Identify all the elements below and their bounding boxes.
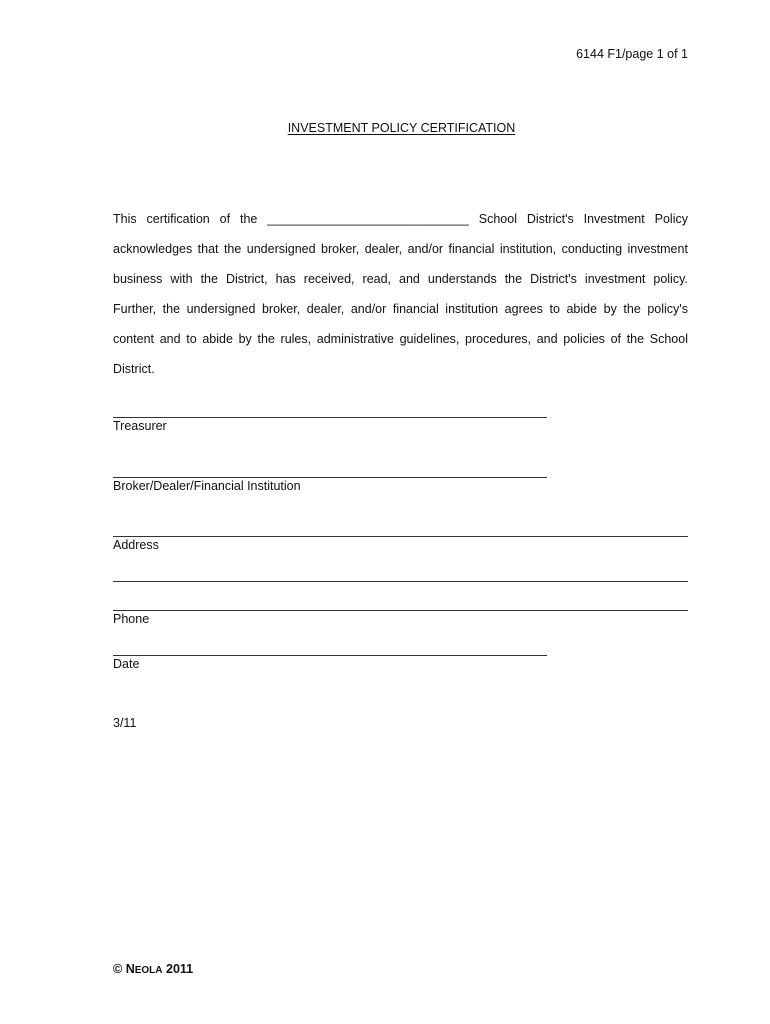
paragraph-word: the <box>626 332 645 346</box>
paragraph-word: broker, <box>321 242 360 256</box>
paragraph-line <box>113 294 688 324</box>
paragraph-line <box>113 324 688 354</box>
paragraph-word: investment <box>584 272 646 286</box>
paragraph-word: procedures, <box>465 332 532 346</box>
paragraph-word: the <box>200 272 218 286</box>
paragraph-line <box>113 204 688 234</box>
paragraph-word: policy's <box>647 302 688 316</box>
address-label: Address <box>113 538 159 552</box>
paragraph-word: institution <box>445 302 499 316</box>
paragraph-word: the <box>162 302 181 316</box>
paragraph-word: certification <box>146 212 210 226</box>
paragraph-word: undersigned <box>186 302 256 316</box>
paragraph-word: Policy <box>654 212 688 226</box>
paragraph-word: _____________________________ <box>267 212 469 226</box>
copyright-footer <box>113 962 193 976</box>
paragraph-word: to <box>549 302 560 316</box>
paragraph-word: This <box>113 212 137 226</box>
paragraph-word: conducting <box>561 242 623 256</box>
paragraph-word: undersigned <box>246 242 316 256</box>
paragraph-word: has <box>275 272 296 286</box>
paragraph-word: Investment <box>583 212 645 226</box>
revision-date: 3/11 <box>113 716 137 730</box>
brand-rest: EOLA <box>134 965 163 976</box>
copyright-year: 2011 <box>166 962 194 976</box>
paragraph-word: dealer, <box>364 242 403 256</box>
form-number: 6144 F1/page 1 of 1 <box>576 47 688 61</box>
paragraph-word: broker, <box>261 302 301 316</box>
paragraph-word: abide <box>566 302 598 316</box>
paragraph-word: District's <box>526 212 574 226</box>
paragraph-word: acknowledges <box>113 242 193 256</box>
paragraph-word: rules, <box>280 332 312 346</box>
paragraph-word: that <box>197 242 219 256</box>
document-title: INVESTMENT POLICY CERTIFICATION <box>287 121 516 135</box>
paragraph-word: the <box>239 212 258 226</box>
paragraph-word: the <box>223 242 242 256</box>
address-line-3[interactable] <box>113 610 688 611</box>
paragraph-word: read, <box>362 272 392 286</box>
paragraph-word: the <box>257 332 275 346</box>
treasurer-label: Treasurer <box>113 419 167 433</box>
paragraph-word: business <box>113 272 163 286</box>
paragraph-word: District. <box>113 362 155 376</box>
paragraph-word: District, <box>225 272 268 286</box>
paragraph-word: the <box>504 272 523 286</box>
paragraph-word: of <box>219 212 231 226</box>
paragraph-line <box>113 264 688 294</box>
date-line[interactable] <box>113 655 547 656</box>
paragraph-word: the <box>623 302 641 316</box>
broker-label: Broker/Dealer/Financial Institution <box>113 479 301 493</box>
paragraph-word: School <box>478 212 517 226</box>
paragraph-word: Further, <box>113 302 157 316</box>
date-label: Date <box>113 657 140 671</box>
paragraph-word: policies <box>563 332 605 346</box>
paragraph-word: District's <box>530 272 577 286</box>
treasurer-signature-line[interactable] <box>113 417 547 418</box>
address-line-1[interactable] <box>113 536 688 537</box>
paragraph-word: and <box>536 332 558 346</box>
paragraph-word: by <box>238 332 252 346</box>
paragraph-word: agrees <box>504 302 543 316</box>
paragraph-word: and/or <box>350 302 387 316</box>
paragraph-word: content <box>113 332 155 346</box>
paragraph-line <box>113 234 688 264</box>
paragraph-word: understands <box>427 272 497 286</box>
paragraph-word: guidelines, <box>399 332 460 346</box>
paragraph-word: institution, <box>499 242 557 256</box>
paragraph-line <box>113 354 688 384</box>
paragraph-word: financial <box>448 242 495 256</box>
paragraph-word: and/or <box>407 242 444 256</box>
paragraph-word: and <box>159 332 181 346</box>
paragraph-word: financial <box>392 302 439 316</box>
paragraph-word: dealer, <box>306 302 345 316</box>
broker-signature-line[interactable] <box>113 477 547 478</box>
paragraph-word: investment <box>627 242 688 256</box>
paragraph-word: administrative <box>316 332 394 346</box>
brand-initial: N <box>125 962 135 976</box>
paragraph-word: received, <box>303 272 355 286</box>
paragraph-word: School <box>649 332 688 346</box>
copyright-symbol: © <box>113 962 123 976</box>
address-line-2[interactable] <box>113 581 688 582</box>
paragraph-word: of <box>610 332 622 346</box>
phone-label: Phone <box>113 612 150 626</box>
paragraph-word: by <box>603 302 617 316</box>
paragraph-word: abide <box>202 332 233 346</box>
paragraph-word: policy. <box>653 272 688 286</box>
certification-paragraph <box>113 204 688 384</box>
paragraph-word: and <box>399 272 420 286</box>
paragraph-word: with <box>170 272 193 286</box>
paragraph-word: to <box>186 332 197 346</box>
